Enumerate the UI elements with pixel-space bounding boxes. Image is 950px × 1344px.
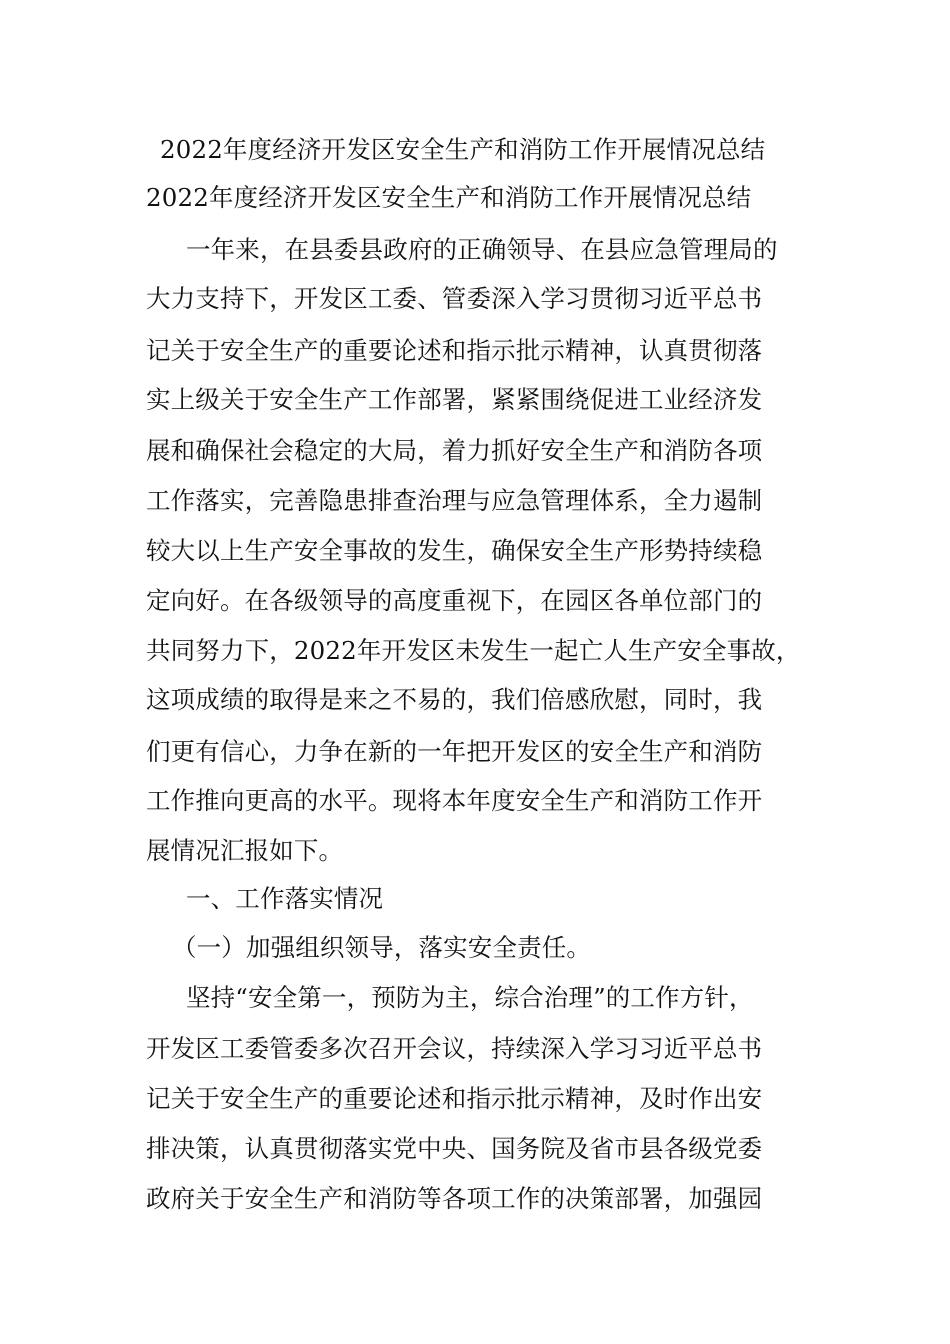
paragraph-line: 开发区工委管委多次召开会议，持续深入学习习近平总书 bbox=[146, 1034, 763, 1063]
subsection-heading: （一）加强组织领导，落实安全责任。 bbox=[172, 933, 592, 962]
section-heading: 一、工作落实情况 bbox=[186, 884, 384, 913]
paragraph-line: 记关于安全生产的重要论述和指示批示精神，及时作出安 bbox=[146, 1084, 763, 1113]
paragraph-line: 工作落实，完善隐患排查治理与应急管理体系，全力遏制 bbox=[146, 486, 763, 515]
document-title-repeat: 2022年度经济开发区安全生产和消防工作开展情况总结 bbox=[146, 183, 752, 212]
paragraph-line: 工作推向更高的水平。现将本年度安全生产和消防工作开 bbox=[146, 786, 763, 815]
paragraph-line: 实上级关于安全生产工作部署，紧紧围绕促进工业经济发 bbox=[146, 385, 763, 414]
paragraph-line: 记关于安全生产的重要论述和指示批示精神，认真贯彻落 bbox=[146, 336, 763, 365]
paragraph-line: 展情况汇报如下。 bbox=[146, 836, 344, 865]
paragraph-line: 这项成绩的取得是来之不易的，我们倍感欣慰，同时，我 bbox=[146, 685, 763, 714]
paragraph-line: 较大以上生产安全事故的发生，确保安全生产形势持续稳 bbox=[146, 536, 763, 565]
paragraph-line: 共同努力下，2022年开发区未发生一起亡人生产安全事故， bbox=[146, 636, 801, 665]
paragraph-line: 坚持“安全第一，预防为主，综合治理”的工作方针， bbox=[186, 983, 754, 1012]
paragraph-line: 政府关于安全生产和消防等各项工作的决策部署，加强园 bbox=[146, 1184, 763, 1213]
paragraph-line: 展和确保社会稳定的大局，着力抓好安全生产和消防各项 bbox=[146, 436, 763, 465]
paragraph-line: 大力支持下，开发区工委、管委深入学习贯彻习近平总书 bbox=[146, 284, 763, 313]
paragraph-line: 排决策，认真贯彻落实党中央、国务院及省市县各级党委 bbox=[146, 1134, 763, 1163]
paragraph-line: 一年来，在县委县政府的正确领导、在县应急管理局的 bbox=[186, 235, 778, 264]
document-title: 2022年度经济开发区安全生产和消防工作开展情况总结 bbox=[160, 135, 766, 164]
paragraph-line: 们更有信心，力争在新的一年把开发区的安全生产和消防 bbox=[146, 737, 763, 766]
paragraph-line: 定向好。在各级领导的高度重视下，在园区各单位部门的 bbox=[146, 586, 763, 615]
